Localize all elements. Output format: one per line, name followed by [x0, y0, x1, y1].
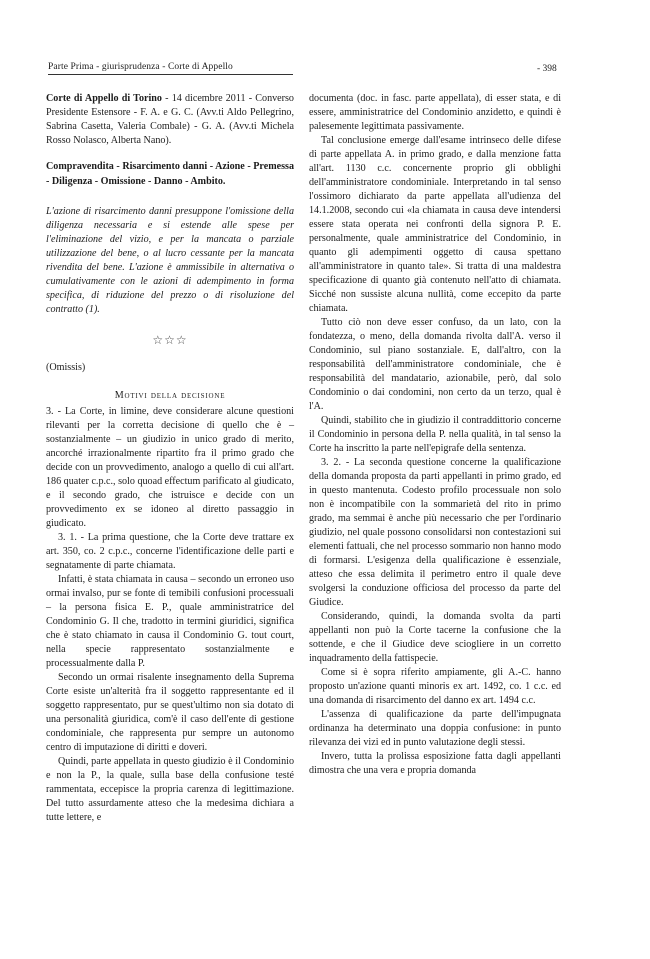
subject-keywords: Compravendita - Risarcimento danni - Azione - Premessa - Diligenza - Omissione - Danno - Ambito. [46, 161, 294, 187]
paragraph: 3. 2. - La seconda questione concerne la qualificazione della domanda proposta da parti appellanti in primo grado, ed in questo mantenuta. Codesto profilo processuale non solo non è incompatibile con la sommarietà del rito in primo grado, ma semmai è anche più necessario che per l'ordinario giudizio, nel quale possono consolidarsi non contestazioni sui elementi fattuali, che nel processo sommario non hanno modo di formarsi. L'esigenza della qualificazione è essenziale, atteso che essa delimita il perimetro entro il quale deve svolgersi la conduzione officiosa del processo da parte del Giudice. [309, 457, 561, 608]
paragraph: 3. - La Corte, in limine, deve considerare alcune questioni rilevanti per la corretta decisione di quello che è – sostanzialmente – un giudizio in unico grado di merito, ancorché irrazionalmente ripartito fra il primo grado che decide con un provvedimento, analogo a quello di cui all'art. 186 quater c.p.c., solo quoad effectum parificato al giudicato, e il secondo grado, che istruisce e decide con un provvedimento ex se idoneo al diretto passaggio in giudicato. [46, 406, 294, 529]
right-column [309, 92, 561, 778]
paragraph: documenta (doc. in fasc. parte appellata), di esser stata, e di essere, amministratrice del Condominio anzidetto, e quindi è palesemente legittimata passivamente. [309, 93, 561, 132]
section-title: Motivi della decisione [114, 390, 226, 401]
paragraph: Come si è sopra riferito ampiamente, gli A.-C. hanno proposto un'azione quanti minoris ex art. 1492, co. 1 c.c. ed una domanda di risarcimento del danno ex art. 1494 c.c. [309, 667, 561, 706]
paragraph: Considerando, quindi, la domanda svolta da parti appellanti non può la Corte tacerne la confusione che la sottende, e che il Giudice deve sciogliere in un corretto inquadramento della fattispecie. [309, 611, 561, 664]
massima: L'azione di risarcimento danni presuppone l'omissione della diligenza necessaria e si estende alle spese per l'eliminazione del vizio, e per la mancata o parziale utilizzazione del bene, o al lucro cessante per la mancata rivendita del bene. L'azione è ammissibile in alternativa o cumulativamente con le azioni di adempimento in forma specifica, di riduzione del prezzo o di risoluzione del contratto (1). [46, 206, 294, 315]
paragraph: L'assenza di qualificazione da parte dell'impugnata ordinanza ha determinato una doppia confusione: in punto rilevanza dei vizi ed in punto valutazione degli stessi. [309, 709, 561, 748]
page-number: - 398 [537, 64, 557, 74]
paragraph: Infatti, è stata chiamata in causa – secondo un erroneo uso ormai invalso, pur se fonte di temibili confusioni processuali – la persona fisica E. P., quale amministratrice del Condominio G. Il che, tradotto in termini giuridici, significa che è stato chiamato in causa il Condominio G. tout court, nella specie rappresentato sostanzialmente e processualmente dalla P. [46, 574, 294, 669]
running-header: Parte Prima - giurisprudenza - Corte di Appello [48, 62, 293, 75]
court-details: - 14 dicembre 2011 - Converso Presidente Estensore - F. A. e G. C. (Avv.ti Aldo Pellegrino, Sabrina Casetta, Valeria Combale) - G. A. (Avv.ti Michela Rosso Nolasco, Alberta Nano). [46, 93, 294, 146]
paragraph: Quindi, stabilito che in giudizio il contraddittorio concerne il Condominio in persona della P. nella qualità, in tal senso la Corte ha inscritto la parte nell'epigrafe della sentenza. [309, 415, 561, 454]
paragraph: Quindi, parte appellata in questo giudizio è il Condominio e non la P., la quale, sulla base della confusione testé rammentata, eccepisce la propria carenza di legittimazione. Del tutto assurdamente atteso che la medesima dichiara a tutte lettere, e [46, 756, 294, 823]
omissis: (Omissis) [46, 362, 86, 373]
paragraph: Invero, tutta la prolissa esposizione fatta dagli appellanti dimostra che una vera e propria domanda [309, 751, 561, 776]
paragraph: Tal conclusione emerge dall'esame intrinseco delle difese di parte appellata A. in primo grado, e dalla menzione fatta all'art. 1130 c.c. concernente proprio gli obblighi dell'amministratore condominiale. Interpretando in tal senso l'ossimoro dichiarato da parte appellata all'udienza del 14.1.2008, secondo cui «la chiamata in causa deve intendersi essere stata operata nei confronti della signora P. E. personalmente, quale amministratrice del Condominio, in quanto gli adempimenti oggetto di causa spettano all'amministratore in quanto tale». Si tratta di una maldestra specificazione di quanto già contenuto nell'atto di chiamata. Sicché non sussiste alcuna nullità, come eccepito da parte chiamata. [309, 135, 561, 314]
paragraph: 3. 1. - La prima questione, che la Corte deve trattare ex art. 350, co. 2 c.p.c., concerne l'identificazione delle parti e segnatamente di parte chiamata. [46, 532, 294, 571]
paragraph: Tutto ciò non deve esser confuso, da un lato, con la fondatezza, o meno, della domanda rivolta dall'A. verso il Condominio, sul piano sostanziale. E, dall'altro, con la responsabilità dell'amministratore condominiale, che è responsabilità del mandatario, azionabile, però, dal solo Condominio o dai condomini, non certo da un terzo, qual è l'A. [309, 317, 561, 412]
paragraph: Secondo un ormai risalente insegnamento della Suprema Corte esiste un'alterità fra il soggetto rappresentante ed il soggetto rappresentato, pur se quest'ultimo non sia dotato di una personalità giuridica, com'è il caso dell'ente di gestione condominiale, che rappresenta pur sempre un autonomo centro di imputazione di diritti e doveri. [46, 672, 294, 753]
court-citation [46, 92, 294, 148]
left-column [46, 92, 294, 825]
section-stars: ☆☆☆ [152, 333, 188, 347]
court-name: Corte di Appello di Torino [46, 93, 162, 104]
